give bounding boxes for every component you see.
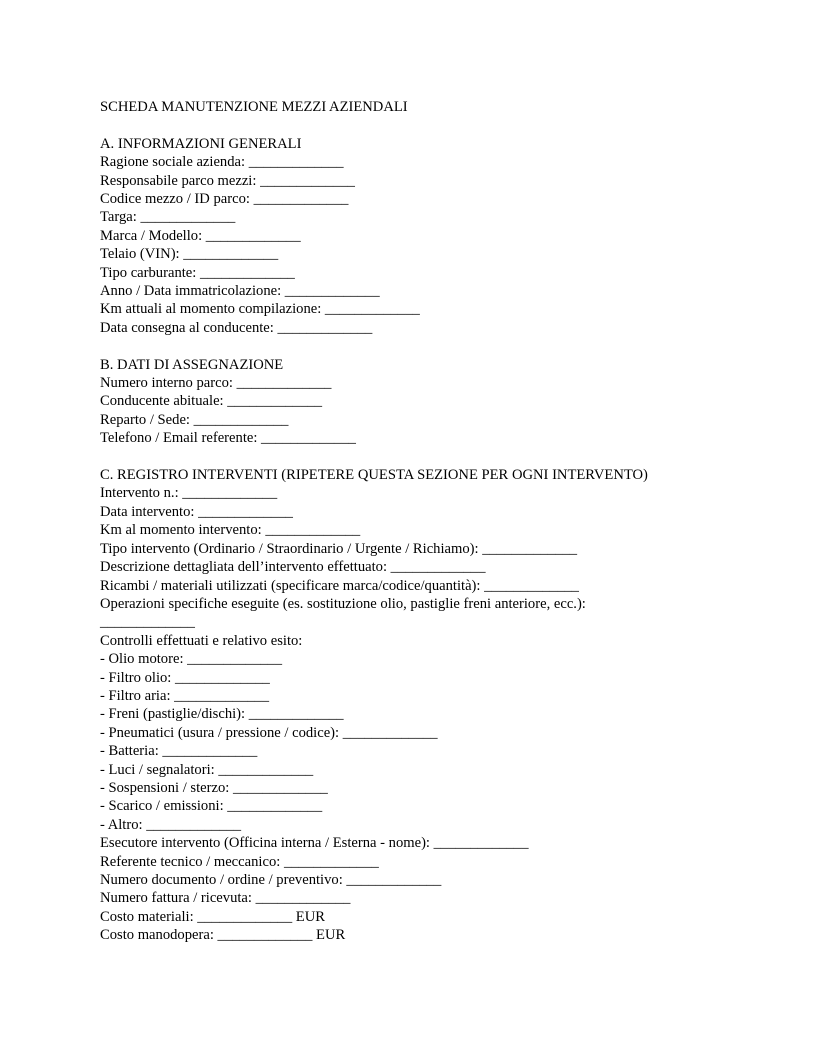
section-b-heading: B. DATI DI ASSEGNAZIONE <box>100 356 284 373</box>
field-anno-immatricolazione[interactable]: Anno / Data immatricolazione: _____________ <box>100 283 380 300</box>
field-telaio[interactable]: Telaio (VIN): _____________ <box>100 246 279 263</box>
field-km-intervento[interactable]: Km al momento intervento: _____________ <box>100 522 361 539</box>
document-title: SCHEDA MANUTENZIONE MEZZI AZIENDALI <box>100 99 408 115</box>
field-tipo-carburante[interactable]: Tipo carburante: _____________ <box>100 264 295 281</box>
field-numero-fattura[interactable]: Numero fattura / ricevuta: _____________ <box>100 890 351 907</box>
field-descrizione[interactable]: Descrizione dettagliata dell’intervento effettuato: _____________ <box>100 559 486 576</box>
check-altro[interactable]: - Altro: _____________ <box>100 816 242 833</box>
document-page <box>100 98 780 945</box>
section-c-heading: C. REGISTRO INTERVENTI (RIPETERE QUESTA SEZIONE PER OGNI INTERVENTO) <box>100 467 648 484</box>
check-batteria[interactable]: - Batteria: _____________ <box>100 743 258 760</box>
field-intervento-n[interactable]: Intervento n.: _____________ <box>100 485 278 502</box>
field-codice-mezzo[interactable]: Codice mezzo / ID parco: _____________ <box>100 191 349 208</box>
check-freni[interactable]: - Freni (pastiglie/dischi): _____________ <box>100 706 344 723</box>
field-numero-interno[interactable]: Numero interno parco: _____________ <box>100 375 332 392</box>
controlli-label: Controlli effettuati e relativo esito: <box>100 632 303 649</box>
field-costo-materiali[interactable]: Costo materiali: _____________ EUR <box>100 908 325 925</box>
section-a-fields <box>100 153 780 337</box>
field-esecutore[interactable]: Esecutore intervento (Officina interna / Esterna - nome): _____________ <box>100 835 529 852</box>
spacer <box>100 116 780 134</box>
field-telefono-email[interactable]: Telefono / Email referente: _____________ <box>100 430 356 447</box>
field-operazioni-label: Operazioni specifiche eseguite (es. sostituzione olio, pastiglie freni anteriore, ecc.): <box>100 595 586 612</box>
field-data-consegna[interactable]: Data consegna al conducente: _____________ <box>100 319 373 336</box>
check-filtro-aria[interactable]: - Filtro aria: _____________ <box>100 687 270 704</box>
field-tipo-intervento[interactable]: Tipo intervento (Ordinario / Straordinario / Urgente / Richiamo): _____________ <box>100 540 578 557</box>
check-scarico[interactable]: - Scarico / emissioni: _____________ <box>100 798 323 815</box>
section-b-fields <box>100 374 780 448</box>
section-c-fields <box>100 484 780 944</box>
field-numero-documento[interactable]: Numero documento / ordine / preventivo: _____________ <box>100 872 442 889</box>
field-data-intervento[interactable]: Data intervento: _____________ <box>100 503 293 520</box>
field-conducente[interactable]: Conducente abituale: _____________ <box>100 393 323 410</box>
field-operazioni-blank[interactable]: _____________ <box>100 614 195 631</box>
field-marca-modello[interactable]: Marca / Modello: _____________ <box>100 227 301 244</box>
check-olio-motore[interactable]: - Olio motore: _____________ <box>100 651 283 668</box>
check-luci[interactable]: - Luci / segnalatori: _____________ <box>100 761 314 778</box>
check-filtro-olio[interactable]: - Filtro olio: _____________ <box>100 669 270 686</box>
field-km-attuali[interactable]: Km attuali al momento compilazione: _____________ <box>100 301 420 318</box>
check-pneumatici[interactable]: - Pneumatici (usura / pressione / codice): _____________ <box>100 724 438 741</box>
field-reparto-sede[interactable]: Reparto / Sede: _____________ <box>100 411 289 428</box>
field-referente-tecnico[interactable]: Referente tecnico / meccanico: _____________ <box>100 853 379 870</box>
spacer <box>100 337 780 355</box>
field-ragione-sociale[interactable]: Ragione sociale azienda: _____________ <box>100 154 344 171</box>
field-costo-manodopera[interactable]: Costo manodopera: _____________ EUR <box>100 927 346 944</box>
spacer <box>100 448 780 466</box>
field-ricambi[interactable]: Ricambi / materiali utilizzati (specificare marca/codice/quantità): _____________ <box>100 577 579 594</box>
field-targa[interactable]: Targa: _____________ <box>100 209 236 226</box>
check-sospensioni[interactable]: - Sospensioni / sterzo: _____________ <box>100 779 328 796</box>
section-a-heading: A. INFORMAZIONI GENERALI <box>100 135 302 152</box>
field-responsabile-parco[interactable]: Responsabile parco mezzi: _____________ <box>100 172 355 189</box>
